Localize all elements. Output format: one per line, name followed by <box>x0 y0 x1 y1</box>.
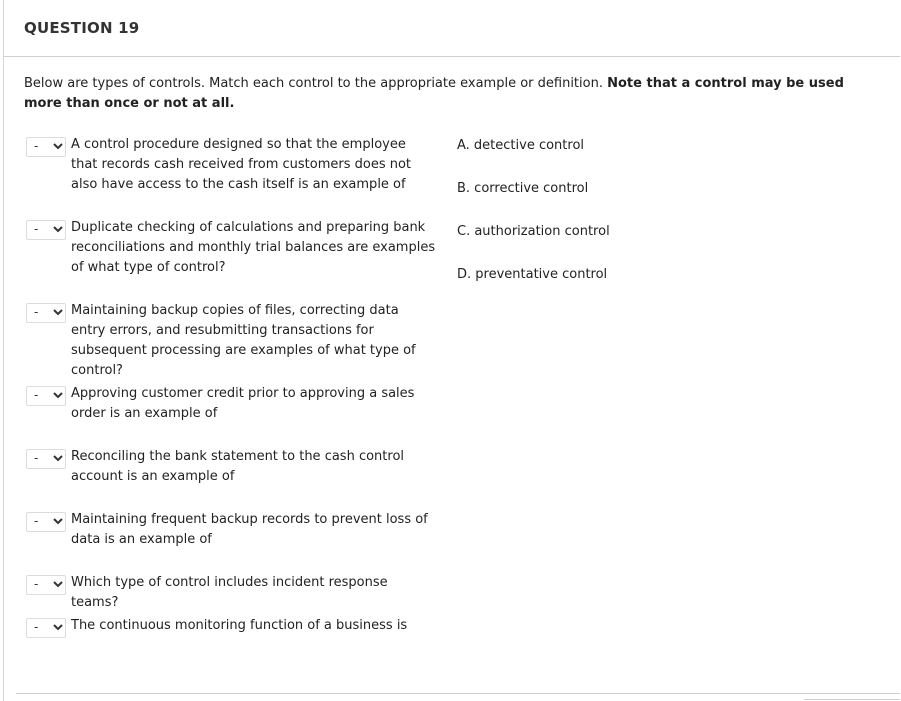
chevron-down-icon <box>52 577 64 591</box>
option-a: A. detective control <box>457 138 585 153</box>
answer-select[interactable] <box>26 386 66 406</box>
answer-select-value: - <box>34 451 39 465</box>
answer-select-value: - <box>34 388 39 402</box>
option-c: C. authorization control <box>457 224 610 239</box>
match-prompt: Duplicate checking of calculations and preparing bank reconciliations and monthly trial balances are examples of what type of control? <box>71 220 436 275</box>
answer-select[interactable] <box>26 575 66 595</box>
option-b: B. corrective control <box>457 181 589 196</box>
answer-select-value: - <box>34 222 39 236</box>
chevron-down-icon <box>52 620 64 634</box>
instructions-text: Below are types of controls. Match each control to the appropriate example or definition. <box>24 76 608 91</box>
answer-select[interactable] <box>26 512 66 532</box>
question-header <box>4 0 900 57</box>
answer-select-value: - <box>34 577 39 591</box>
answer-select[interactable] <box>26 303 66 323</box>
option-d: D. preventative control <box>457 267 608 282</box>
answer-select-value: - <box>34 620 39 634</box>
answer-select[interactable] <box>26 618 66 638</box>
match-prompt: A control procedure designed so that the employee that records cash received from customers does not also have access to the cash itself is an example of <box>71 137 412 192</box>
match-prompt: Reconciling the bank statement to the cash control account is an example of <box>71 449 405 484</box>
chevron-down-icon <box>52 388 64 402</box>
match-prompt: The continuous monitoring function of a business is <box>71 618 408 633</box>
answer-select[interactable] <box>26 137 66 157</box>
footer-divider <box>16 693 900 694</box>
instructions-note: Note that a control may be used more than once or not at all. <box>24 76 844 111</box>
chevron-down-icon <box>52 514 64 528</box>
chevron-down-icon <box>52 305 64 319</box>
question-instructions <box>24 74 874 114</box>
answer-select-value: - <box>34 305 39 319</box>
chevron-down-icon <box>52 139 64 153</box>
match-prompt: Approving customer credit prior to approving a sales order is an example of <box>71 386 415 421</box>
match-prompt: Which type of control includes incident response teams? <box>71 575 388 610</box>
footer-divider-secondary <box>804 699 900 700</box>
answer-select[interactable] <box>26 220 66 240</box>
answer-select[interactable] <box>26 449 66 469</box>
chevron-down-icon <box>52 451 64 465</box>
chevron-down-icon <box>52 222 64 236</box>
answer-select-value: - <box>34 139 39 153</box>
match-prompt: Maintaining backup copies of files, correcting data entry errors, and resubmitting transactions for subsequent processing are examples of what type of control? <box>71 303 416 378</box>
answer-select-value: - <box>34 514 39 528</box>
question-title: QUESTION 19 <box>24 19 140 37</box>
question-panel <box>3 0 900 701</box>
match-prompt: Maintaining frequent backup records to prevent loss of data is an example of <box>71 512 428 547</box>
